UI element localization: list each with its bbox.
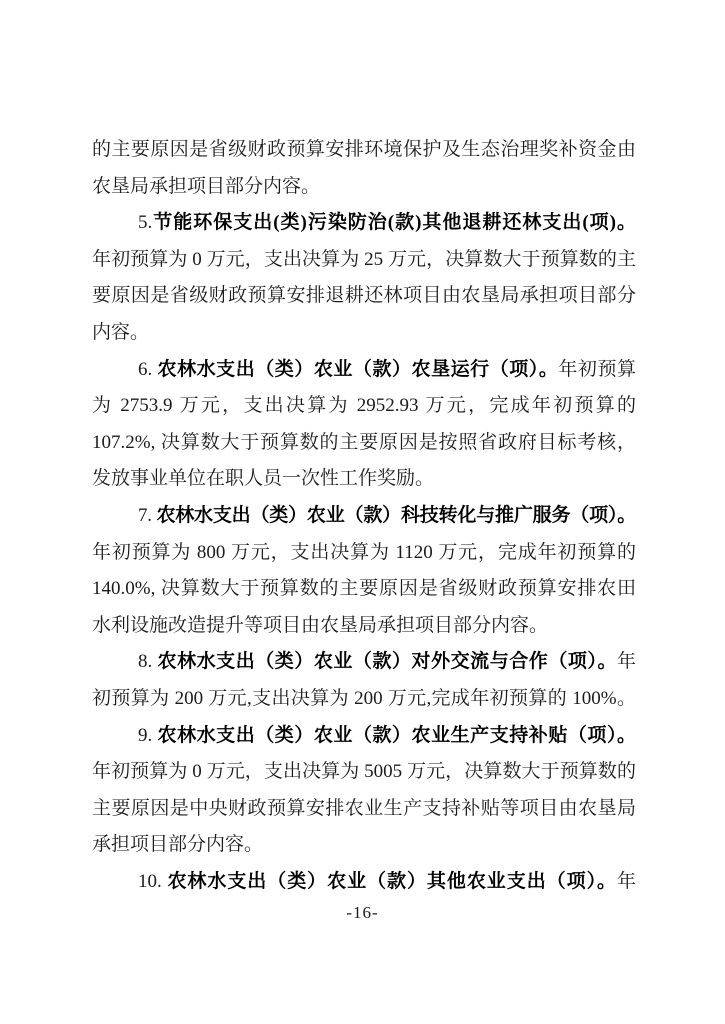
text-line <box>92 205 636 242</box>
text-line <box>92 388 636 425</box>
text-segment: 6. <box>138 358 158 380</box>
text-segment: 内容。 <box>92 321 150 343</box>
text-segment: 年 <box>616 870 636 892</box>
text-line <box>92 352 636 389</box>
text-line <box>92 315 636 352</box>
text-line <box>92 754 636 791</box>
paragraph <box>92 132 636 205</box>
text-line <box>92 718 636 755</box>
paragraph <box>92 352 636 498</box>
heading-segment: 节能环保支出(类)污染防治(款)其他退耕还林支出(项)。 <box>152 212 636 234</box>
paragraph <box>92 644 636 717</box>
text-segment: 10. <box>138 870 168 892</box>
text-line <box>92 791 636 828</box>
heading-segment: 农林水支出（类）农业（款）农垦运行（项）。 <box>157 358 559 380</box>
text-line <box>92 864 636 901</box>
text-segment: 水利设施改造提升等项目由农垦局承担项目部分内容。 <box>92 614 549 636</box>
text-segment: 发放事业单位在职人员一次性工作奖励。 <box>92 468 435 490</box>
text-segment: 年初预算为 800 万元，支出决算为 1120 万元，完成年初预算的 <box>92 541 636 563</box>
text-segment: 承担项目部分内容。 <box>92 834 264 856</box>
text-line <box>92 498 636 535</box>
text-line <box>92 242 636 279</box>
text-segment: 主要原因是中央财政预算安排农业生产支持补贴等项目由农垦局 <box>92 797 636 819</box>
text-segment: 初预算为 200 万元,支出决算为 200 万元,完成年初预算的 100%。 <box>92 687 636 709</box>
text-line <box>92 425 636 462</box>
text-segment: 年初预算 <box>558 358 636 380</box>
text-line <box>92 169 636 206</box>
text-line <box>92 644 636 681</box>
text-segment: 107.2%, 决算数大于预算数的主要原因是按照省政府目标考核， <box>92 431 636 453</box>
text-segment: 9. <box>138 724 158 746</box>
text-segment: 为 2753.9 万元，支出决算为 2952.93 万元，完成年初预算的 <box>92 395 636 417</box>
heading-segment: 农林水支出（类）农业（款）科技转化与推广服务（项）。 <box>156 504 636 526</box>
text-segment: 140.0%, 决算数大于预算数的主要原因是省级财政预算安排农田 <box>92 578 636 600</box>
heading-segment: 农林水支出（类）农业（款）对外交流与合作（项）。 <box>157 651 617 673</box>
heading-segment: 农林水支出（类）农业（款）其他农业支出（项）。 <box>167 870 617 892</box>
text-line <box>92 827 636 864</box>
paragraph <box>92 498 636 644</box>
text-segment: 7. <box>138 504 157 526</box>
text-line <box>92 278 636 315</box>
text-segment: 农垦局承担项目部分内容。 <box>92 175 321 197</box>
text-line <box>92 571 636 608</box>
text-segment: 年 <box>616 651 636 673</box>
page-number: -16- <box>346 903 379 922</box>
paragraph <box>92 864 636 901</box>
text-line <box>92 461 636 498</box>
text-segment: 年初预算为 0 万元，支出决算为 5005 万元，决算数大于预算数的 <box>92 761 636 783</box>
text-line <box>92 608 636 645</box>
text-segment: 的主要原因是省级财政预算安排环境保护及生态治理奖补资金由 <box>92 139 636 160</box>
paragraph <box>92 205 636 351</box>
text-segment: 年初预算为 0 万元，支出决算为 25 万元，决算数大于预算数的主 <box>92 248 636 270</box>
text-line <box>92 132 636 169</box>
text-segment: 8. <box>138 651 158 673</box>
text-line <box>92 681 636 718</box>
heading-segment: 农林水支出（类）农业（款）农业生产支持补贴（项）。 <box>157 724 636 746</box>
paragraph <box>92 718 636 864</box>
text-line <box>92 535 636 572</box>
text-segment: 5. <box>138 212 153 234</box>
text-segment: 要原因是省级财政预算安排退耕还林项目由农垦局承担项目部分 <box>92 285 636 307</box>
document-body <box>92 132 636 900</box>
